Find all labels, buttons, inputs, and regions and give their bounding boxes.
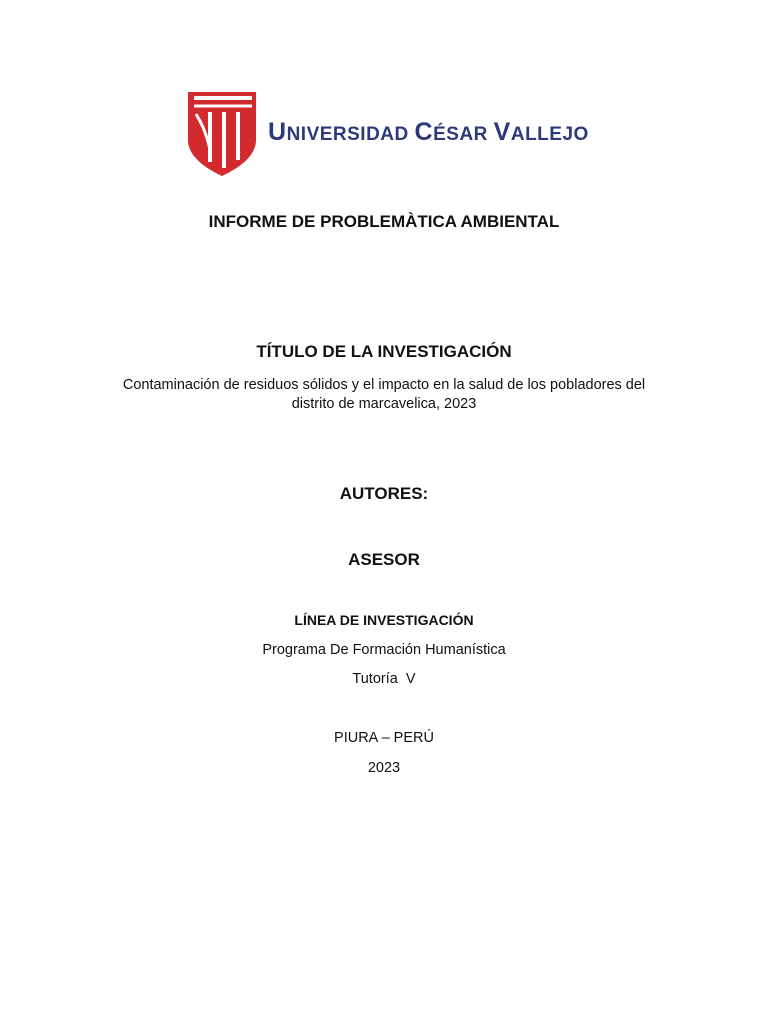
research-title-line-1: Contaminación de residuos sólidos y el impacto en la salud de los pobladores del xyxy=(122,377,646,393)
research-title xyxy=(0,376,768,414)
program-name: Programa De Formación Humanística xyxy=(262,642,506,658)
authors-heading: AUTORES: xyxy=(339,484,429,503)
course-name: Tutoría V xyxy=(352,671,416,687)
university-logo xyxy=(186,90,589,180)
research-title-line-2: distrito de marcavelica, 2023 xyxy=(291,396,477,412)
year: 2023 xyxy=(367,760,401,776)
location: PIURA – PERÚ xyxy=(334,730,434,746)
university-name: UNIVERSIDAD CÉSAR VALLEJO xyxy=(268,118,589,146)
title-heading: TÍTULO DE LA INVESTIGACIÓN xyxy=(256,342,512,361)
advisor-heading: ASESOR xyxy=(348,550,420,569)
report-type-heading: INFORME DE PROBLEMÀTICA AMBIENTAL xyxy=(208,212,560,231)
university-shield-icon xyxy=(186,90,258,178)
research-line-heading: LÍNEA DE INVESTIGACIÓN xyxy=(294,612,474,628)
